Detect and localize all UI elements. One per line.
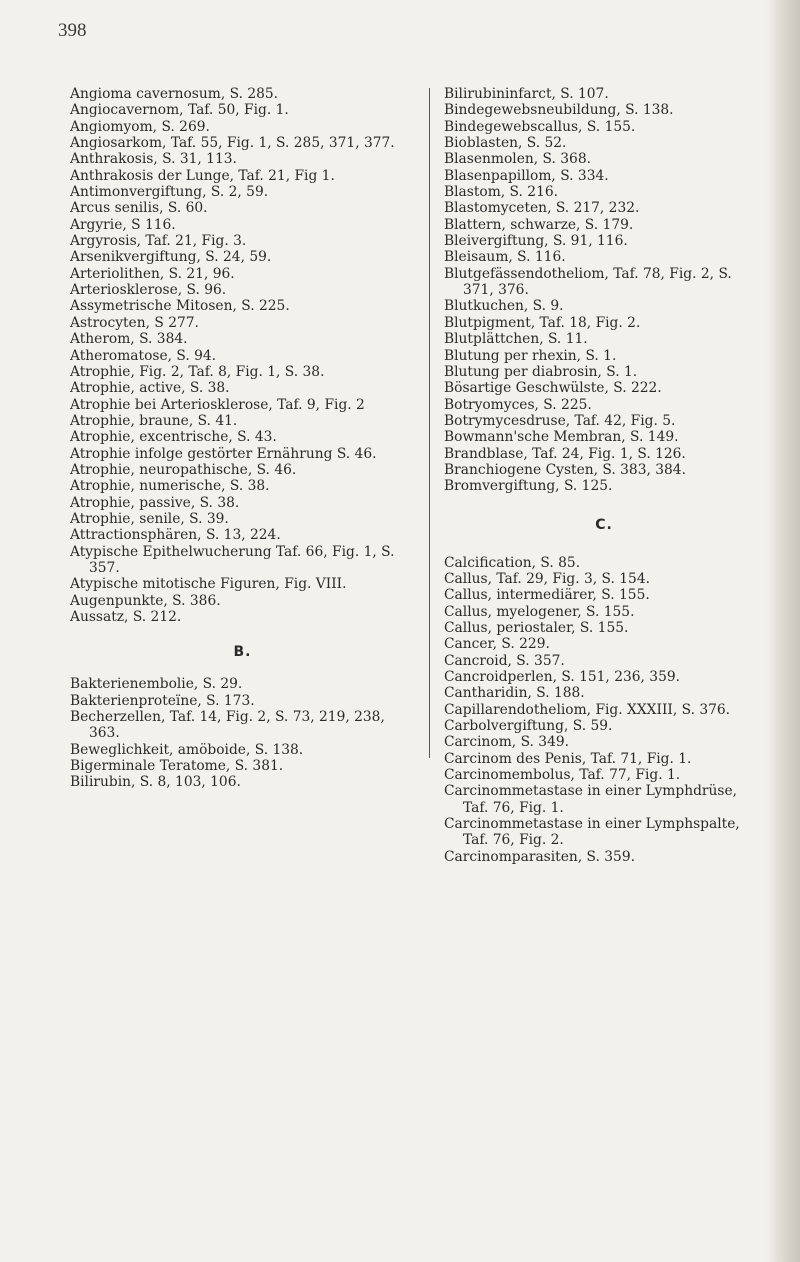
index-entry: Cantharidin, S. 188. [444,685,585,702]
index-entry: Carcinom, S. 349. [444,734,570,751]
index-entry: Callus, intermediärer, S. 155. [444,587,650,604]
index-entry: Atypische Epithelwucherung Taf. 66, Fig. 1, S. 357. [70,543,395,576]
index-entry: Angiosarkom, Taf. 55, Fig. 1, S. 285, 371, 377. [70,135,395,152]
index-entry: Anthrakosis der Lunge, Taf. 21, Fig 1. [70,167,335,184]
entries-a [70,86,415,625]
index-entry: Astrocyten, S 277. [70,314,199,331]
index-entry: Calcification, S. 85. [444,554,581,571]
index-entry: Callus, myelogener, S. 155. [444,603,635,620]
index-entry: Attractionsphären, S. 13, 224. [70,527,281,544]
index-entry: Blutgefässendotheliom, Taf. 78, Fig. 2, S. 371, 376. [444,265,732,299]
index-entry: Bowmann'sche Membran, S. 149. [444,429,679,446]
index-entry: Callus, periostaler, S. 155. [444,619,629,636]
index-entry: Carcinom des Penis, Taf. 71, Fig. 1. [444,750,692,767]
index-entry: Assymetrische Mitosen, S. 225. [70,298,290,315]
section-heading-c: C. [595,516,613,533]
index-entry: Botryomyces, S. 225. [444,396,592,413]
index-entry: Anthrakosis, S. 31, 113. [70,151,237,168]
section-heading-b: B. [233,644,252,661]
index-entry: Atrophie, Fig. 2, Taf. 8, Fig. 1, S. 38. [70,363,325,380]
index-entry: Becherzellen, Taf. 14, Fig. 2, S. 73, 219, 238, 363. [70,709,385,742]
entries-c [444,555,764,866]
index-entry: Capillarendotheliom, Fig. XXXIII, S. 376. [444,701,731,718]
index-entry: Atrophie, excentrische, S. 43. [70,429,277,446]
index-entry: Blutplättchen, S. 11. [444,331,588,348]
index-entry: Bilirubin, S. 8, 103, 106. [70,774,241,791]
index-entry: Atypische mitotische Figuren, Fig. VIII. [70,576,347,593]
index-entry: Bakterienproteïne, S. 173. [70,692,255,709]
index-entry: Angiocavernom, Taf. 50, Fig. 1. [70,102,289,119]
right-column [444,86,764,865]
page-edge-shadow [766,0,800,1262]
index-entry: Augenpunkte, S. 386. [70,592,221,609]
index-entry: Blutpigment, Taf. 18, Fig. 2. [444,314,641,331]
index-entry: Arcus senilis, S. 60. [70,200,208,217]
index-entry: Bleisaum, S. 116. [444,249,566,266]
index-entry: Bösartige Geschwülste, S. 222. [444,380,662,397]
index-entry: Blattern, schwarze, S. 179. [444,216,634,233]
index-entry: Atrophie, braune, S. 41. [70,412,238,429]
index-entry: Carcinomembolus, Taf. 77, Fig. 1. [444,767,681,784]
index-entry: Atrophie, numerische, S. 38. [70,478,270,495]
index-entry: Blutkuchen, S. 9. [444,298,564,315]
index-entry: Bleivergiftung, S. 91, 116. [444,233,628,250]
index-entry: Atrophie infolge gestörter Ernährung S. 46. [70,445,377,462]
index-entry: Atherom, S. 384. [70,331,188,348]
index-entry: Bigerminale Teratome, S. 381. [70,758,284,775]
index-entry: Atrophie, senile, S. 39. [70,510,229,527]
index-entry: Aussatz, S. 212. [70,609,182,625]
index-entry: Cancroid, S. 357. [444,652,565,669]
index-entry: Atrophie, active, S. 38. [70,380,230,397]
index-entry: Antimonvergiftung, S. 2, 59. [70,184,269,201]
entries-b [70,676,415,790]
index-entry: Angioma cavernosum, S. 285. [70,86,279,102]
index-entry: Callus, Taf. 29, Fig. 3, S. 154. [444,570,651,587]
index-entry: Bioblasten, S. 52. [444,135,567,152]
index-entry: Arteriosklerose, S. 96. [70,282,227,299]
index-entry: Bakterienembolie, S. 29. [70,676,243,693]
index-entry: Carcinommetastase in einer Lymphspalte, Taf. 76, Fig. 2. [444,816,740,849]
index-entry: Carcinommetastase in einer Lymphdrüse, Taf. 76, Fig. 1. [444,783,738,816]
index-entry: Atrophie, neuropathische, S. 46. [70,461,297,478]
column-divider [429,88,430,758]
page-number: 398 [58,20,87,41]
index-entry: Blastomyceten, S. 217, 232. [444,200,640,217]
index-entry: Atheromatose, S. 94. [70,347,217,364]
entries-b-continued [444,86,764,495]
index-entry: Blutung per rhexin, S. 1. [444,347,617,364]
index-entry: Branchiogene Cysten, S. 383, 384. [444,461,686,478]
index-entry: Botrymycesdruse, Taf. 42, Fig. 5. [444,412,676,429]
index-entry: Beweglichkeit, amöboide, S. 138. [70,741,304,758]
index-entry: Arsenikvergiftung, S. 24, 59. [70,249,272,266]
index-entry: Cancer, S. 229. [444,636,550,653]
index-entry: Arteriolithen, S. 21, 96. [70,265,235,282]
index-entry: Cancroidperlen, S. 151, 236, 359. [444,669,681,685]
index-entry: Carcinomparasiten, S. 359. [444,848,635,865]
index-entry: Atrophie bei Arteriosklerose, Taf. 9, Fig. 2 [70,396,365,413]
index-entry: Bilirubininfarct, S. 107. [444,86,609,102]
index-entry: Blasenpapillom, S. 334. [444,167,609,184]
index-entry: Bindegewebscallus, S. 155. [444,118,636,135]
index-entry: Argyrie, S 116. [70,216,176,233]
left-column [70,86,415,791]
index-entry: Bromvergiftung, S. 125. [444,478,613,495]
index-entry: Blutung per diabrosin, S. 1. [444,363,638,380]
index-entry: Blastom, S. 216. [444,184,559,201]
index-entry: Bindegewebsneubildung, S. 138. [444,102,674,119]
index-entry: Atrophie, passive, S. 38. [70,494,240,511]
index-entry: Brandblase, Taf. 24, Fig. 1, S. 126. [444,445,686,462]
index-entry: Argyrosis, Taf. 21, Fig. 3. [70,233,247,250]
index-entry: Angiomyom, S. 269. [70,118,210,135]
index-entry: Blasenmolen, S. 368. [444,151,591,168]
index-entry: Carbolvergiftung, S. 59. [444,718,613,735]
